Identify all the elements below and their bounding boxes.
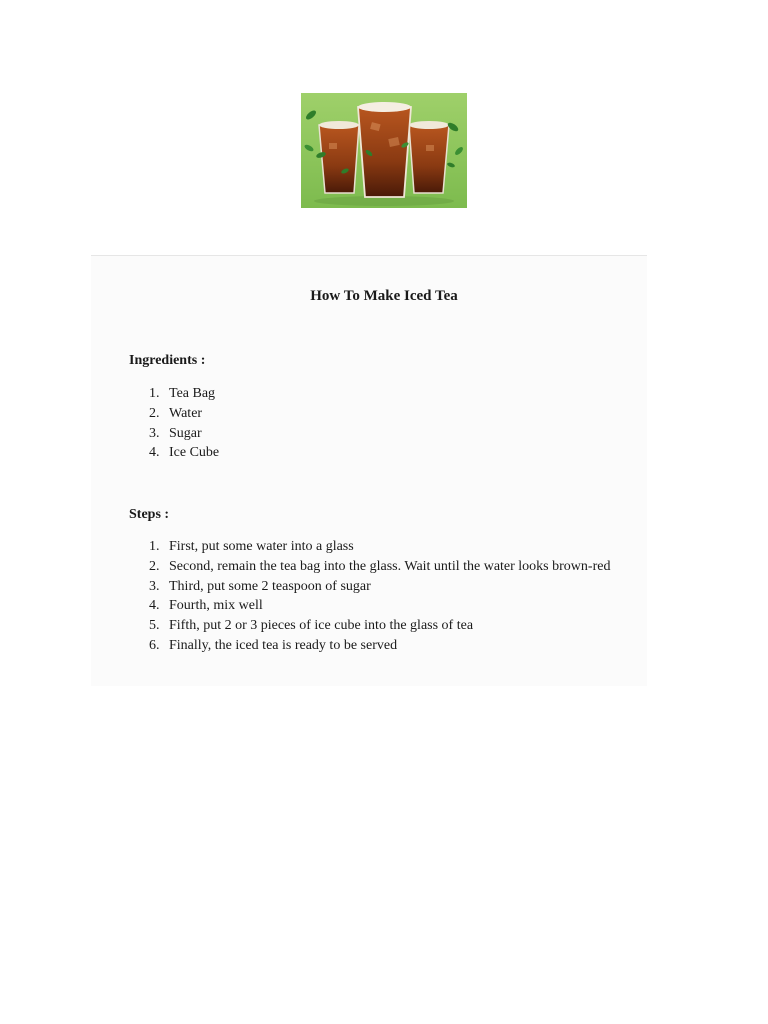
- item-text: Fifth, put 2 or 3 pieces of ice cube into the glass of tea: [169, 618, 474, 634]
- item-text: Second, remain the tea bag into the glass. Wait until the water looks brown-red: [169, 558, 611, 574]
- steps-list: [149, 537, 610, 656]
- item-number: 6.: [149, 637, 160, 653]
- item-text: Third, put some 2 teaspoon of sugar: [169, 578, 371, 594]
- iced-tea-image: [301, 93, 467, 208]
- item-text: First, put some water into a glass: [169, 539, 354, 554]
- item-number: 3.: [149, 578, 160, 594]
- item-number: 1.: [149, 539, 160, 554]
- list-item: [149, 616, 610, 636]
- item-text: Fourth, mix well: [169, 598, 263, 614]
- list-item: [149, 636, 610, 656]
- item-number: 4.: [149, 598, 160, 614]
- item-text: Sugar: [169, 425, 202, 441]
- ingredients-heading: Ingredients :: [129, 353, 206, 368]
- list-item: [149, 384, 219, 404]
- item-text: Finally, the iced tea is ready to be served: [169, 637, 398, 653]
- item-number: 2.: [149, 558, 160, 574]
- iced-tea-illustration: [301, 93, 467, 208]
- list-item: [149, 443, 219, 463]
- item-number: 2.: [149, 405, 160, 421]
- item-text: Water: [169, 405, 203, 421]
- list-item: [149, 577, 610, 597]
- item-number: 1.: [149, 386, 160, 401]
- list-item: [149, 424, 219, 444]
- list-item: [149, 557, 610, 577]
- item-text: Tea Bag: [169, 386, 216, 401]
- list-item: [149, 404, 219, 424]
- steps-heading: Steps :: [129, 507, 170, 522]
- document-title: How To Make Iced Tea: [310, 288, 458, 304]
- list-item: [149, 537, 610, 557]
- list-item: [149, 596, 610, 616]
- item-number: 5.: [149, 618, 160, 634]
- item-number: 3.: [149, 425, 160, 441]
- ingredients-list: [149, 384, 219, 463]
- item-number: 4.: [149, 445, 160, 461]
- item-text: Ice Cube: [169, 445, 220, 461]
